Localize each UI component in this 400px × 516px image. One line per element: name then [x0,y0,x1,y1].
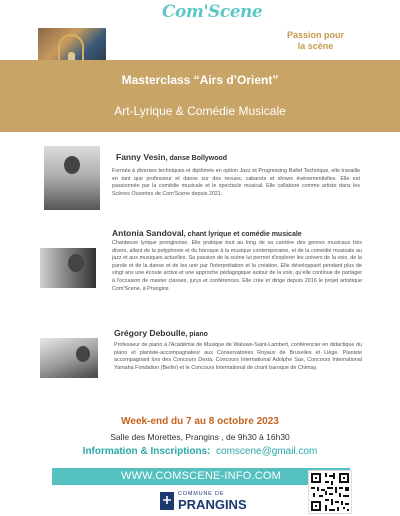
masterclass-title: Masterclass “Airs d’Orient” [121,73,279,87]
artist-name: Grégory Deboulle [114,328,186,338]
event-dates: Week-end du 7 au 8 octobre 2023 [121,416,279,427]
gregory-deboulle-photo [40,338,98,378]
comscene-logo [162,2,263,30]
logo-text: Com'Scene [162,2,263,22]
qr-code-icon[interactable] [308,470,352,514]
commune-prangins-logo [160,490,260,514]
contact-info [0,446,400,457]
tagline-line-1: Passion pour [286,30,344,40]
website-link[interactable]: WWW.COMSCENE-INFO.COM [120,470,281,482]
fanny-vesin-photo [44,146,100,210]
section-body-fanny: Formée à diverses techniques et diplômée en option Jazz et Progressing Ballet Technique, elle travaille en tant que professeur et danse sur des revues, cabarets et shows événementielles. Elle est passionnée par la comédie musicale et le spectacle musical. Elle collabore comme artiste dans les Scènes Ouvertes de Com'Scene depuis 2021. [112,168,360,197]
tagline [287,30,344,52]
email-link[interactable]: comscene@gmail.com [216,446,318,457]
section-body-antonia: Chanteuse lyrique pronginoise. Elle pratique tout au long de sa carrière des genres musicaux très divers, allant de la polyphonie et du baroque à la musique contemporaine, et de la comédie musicale au jazz et aux musiques actuelles. Sa passion de la scène lui permet d'explorer les univers de la voix, de la parole et de la danse et de les unir par l'interprétation et la création. Elle développant pendant plus de vingt ans une écoute active et une approche pédagogique autour de la voix, qu'elle continue de partager à l'occasion de master classes, jurys et conférences. Elle crée et dirige depuis 2016 le projet artistique Com'Scene, à Prangins. [112,240,362,292]
section-title-fanny [116,152,227,162]
masterclass-subtitle: Art-Lyrique & Comédie Musicale [114,104,286,118]
artist-role: , chant lyrique et comédie musicale [183,231,302,238]
partner-big-text: PRANGINS [178,497,247,512]
tagline-line-2: la scène [297,41,334,51]
title-band [0,60,400,132]
artist-name: Fanny Vesin [116,152,166,162]
artist-name: Antonia Sandoval [112,228,184,238]
partner-small-text: COMMUNE DE [178,491,225,497]
section-body-gregory: Professeur de piano à l'Académie de Musique de Waluwe-Saint-Lambert, conférencier en didactique du piano et pianiste-accompagnateur aux Conservatoires Royaux de Bruxelles et Liège. Pianiste accompagnant lors des Concours Dexia, Concours International Adolphe Sax, Concours International Yamaha Fondation (Berlin) et le Concours International de chant baroque de Chimay. [114,342,362,371]
section-title-gregory [114,328,208,338]
section-title-antonia [112,228,302,238]
artist-role: , piano [185,331,208,338]
coat-of-arms-icon [160,492,174,510]
antonia-sandoval-photo [40,248,96,288]
info-label: Information & Inscriptions: [82,446,211,457]
qr-code-graphic [309,471,351,513]
artist-role: , danse Bollywood [165,155,228,162]
event-venue: Salle des Morettes, Prangins , de 9h30 à 16h30 [110,432,290,442]
